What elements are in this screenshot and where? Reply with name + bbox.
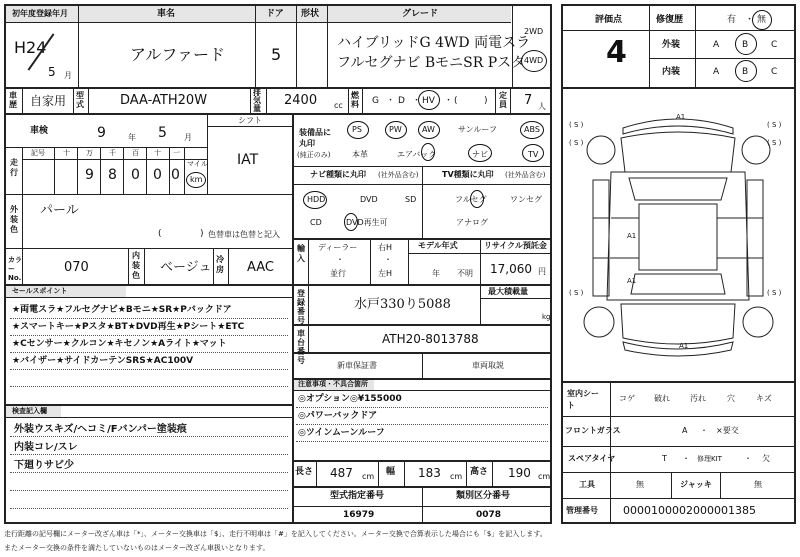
sales-point-line-4: ★バイザー★サイドカーテンSRS★AC100V (12, 356, 194, 366)
length-value: 487 (330, 466, 353, 480)
tv-analog: アナログ (456, 218, 488, 227)
category-value: 0078 (476, 510, 502, 520)
import-parallel: 並行 (330, 269, 346, 278)
chassis-label: 車台番号 (297, 329, 305, 365)
inspection-year: 9 (97, 125, 106, 141)
type-no-value: 16979 (343, 510, 375, 520)
sales-point-label: セールスポイント (12, 287, 68, 295)
exterior-label: 外装 (662, 40, 681, 50)
cc-unit: cc (334, 101, 343, 110)
footer-line-2: またメーター交換の条件を満たしていないものはメーター改ざん車扱いとなります。 (4, 544, 270, 552)
max-load-label: 最大積載量 (488, 287, 528, 296)
score-label: 評価点 (595, 15, 623, 25)
tire-label-1: ( S ) (569, 121, 584, 129)
ac-label: 冷房 (216, 255, 224, 274)
nav-hdd: HDD (307, 195, 326, 204)
ext-grade-a: A (713, 40, 720, 50)
drive-4wd: 4WD (524, 56, 544, 65)
rear-left-tire (584, 307, 614, 337)
equipment-label: 装備品に丸印 (299, 128, 331, 148)
month-unit: 月 (64, 71, 72, 80)
odo-digit-3: 0 (131, 167, 140, 183)
jack-value: 無 (754, 480, 762, 489)
fuel-paren-open: ( (454, 96, 458, 106)
inspection-year-unit: 年 (128, 133, 136, 142)
equip-sunroof: サンルーフ (458, 125, 497, 134)
rear-glass-outline (631, 274, 725, 294)
kg-unit: kg (542, 313, 551, 321)
nav-type-label: ナビ種類に丸印 (310, 170, 366, 179)
spare-dot2: ・ (744, 454, 752, 463)
registration-value: 水戸330り5088 (354, 297, 451, 312)
import-left-h: 左H (378, 269, 393, 278)
sales-point-line-3: ★Cセンサー★クルコン★キセノン★Aライト★マット (12, 339, 227, 349)
tire-label-3: ( S ) (569, 289, 584, 297)
capacity-value: 7 (524, 93, 533, 108)
windshield-outline (629, 178, 727, 200)
spare-dot1: ・ (682, 454, 690, 463)
color-paren-close: ) (200, 229, 204, 239)
ext-grade-b: B (742, 40, 749, 50)
tire-label-4: ( S ) (767, 289, 782, 297)
car-condition-diagram (563, 100, 794, 380)
width-value: 183 (418, 466, 441, 480)
length-label: 長さ (295, 467, 314, 477)
notes-line-2: ◎パワーバックドア (298, 411, 378, 421)
fuel-paren-close: ) (484, 96, 488, 106)
odo-mark-label: 記号 (31, 149, 45, 157)
grade-line1: ハイブリッドG 4WD 両電スラ (337, 35, 531, 51)
spare-t: T (662, 454, 667, 463)
height-unit: cm (538, 472, 551, 481)
tools-value: 無 (636, 480, 644, 489)
equip-pw: PW (389, 125, 402, 134)
ac-value: AAC (247, 260, 274, 275)
import-label: 輸入 (297, 244, 305, 263)
import-dot2: ・ (384, 255, 392, 264)
seat-scratch: キズ (756, 394, 772, 403)
color-value: パール (40, 203, 79, 218)
grade-label: グレード (402, 9, 439, 19)
odo-digit-1: 9 (85, 167, 94, 183)
footer-line-1: 走行距離の記号欄にメーター改ざん車は「*」、メーター交換車は「$」、走行不明車は「#」を記入してください。メーター交換で合算表示した場合にも「$」を記入します。 (4, 530, 547, 538)
nav-dvd: DVD (360, 195, 378, 204)
front-right-tire (742, 136, 770, 164)
color-no-value: 070 (64, 260, 89, 275)
usage-label: 車歴 (9, 91, 17, 109)
digit-label-sen: 千 (109, 149, 116, 157)
roof-outline (639, 204, 717, 270)
inspection-label: 車検 (30, 126, 49, 136)
spare-label: スペアタイヤ (568, 454, 616, 463)
door-count: 5 (271, 45, 282, 64)
damage-mark-1: A1 (676, 113, 686, 121)
fuel-label: 燃料 (351, 91, 359, 109)
rear-bumper-outline (621, 304, 735, 344)
shift-label: シフト (238, 116, 262, 125)
front-left-tire (587, 136, 615, 164)
km-label: km (190, 175, 203, 184)
fuel-dot1: ・ (386, 96, 396, 106)
seat-stain: 汚れ (690, 394, 706, 403)
interior-color-label: 内装色 (132, 251, 140, 280)
equip-abs: ABS (524, 125, 540, 134)
fuel-g: G (372, 96, 379, 106)
repair-opt-dot: ・ (745, 15, 755, 25)
seat-hole: 穴 (727, 394, 735, 403)
car-name-label: 車名 (157, 9, 176, 19)
damage-mark-3: A1 (627, 277, 637, 285)
interior-color-value: ベージュ (160, 260, 212, 275)
tire-label-6: ( S ) (767, 139, 782, 147)
displacement-value: 2400 (284, 93, 318, 108)
tire-label-5: ( S ) (569, 139, 584, 147)
import-dealer: ディーラー (318, 243, 358, 252)
registration-label: 登録番号 (297, 289, 305, 325)
inspection-month-unit: 月 (184, 133, 192, 142)
sales-point-line-2: ★スマートキー★Pスタ★BT★DVD再生★Pシート★ETC (12, 322, 245, 332)
glass-replace: ×要交 (716, 426, 739, 435)
mileage-label: 走行 (10, 158, 18, 177)
digit-label-ichi: 一 (173, 149, 180, 157)
inspector-line-1: 外装ウスキズ/ヘコミ/Fバンパー塗装痕 (14, 424, 187, 435)
door-label: ドア (266, 9, 284, 19)
notes-line-3: ◎ツインムーンルーフ (298, 428, 385, 438)
model-value: DAA-ATH20W (120, 93, 208, 108)
equip-tv: TV (528, 150, 539, 159)
first-reg-month: 5 (48, 65, 56, 79)
inspector-line-2: 内装コレ/スレ (14, 442, 78, 453)
nav-dvd-play: DVD再生可 (346, 218, 388, 227)
fuel-dot2: ・ (412, 96, 422, 106)
digit-label-hyaku: 百 (132, 149, 139, 157)
seat-burn: コゲ (619, 394, 635, 403)
first-reg-label: 初年度登録年月 (12, 9, 68, 18)
color-paren-open: ( (158, 229, 162, 239)
capacity-label: 定員 (499, 91, 507, 109)
mgmt-label: 管理番号 (566, 506, 598, 515)
inspector-line-3: 下廻りサビ少 (14, 460, 74, 471)
color-note: 色替車は色替と記入 (208, 230, 280, 239)
height-label: 高さ (470, 467, 489, 477)
tv-fullseg: フルセグ (455, 195, 487, 204)
tv-type-sub: (社外品含む) (505, 171, 546, 179)
usage-value: 自家用 (30, 94, 67, 108)
hood-outline (621, 132, 735, 172)
int-grade-b: B (742, 67, 749, 77)
shape-label: 形状 (301, 9, 320, 19)
equip-leather: 本革 (352, 150, 368, 159)
drive-2wd: 2WD (524, 27, 544, 36)
color-label: 外装色 (10, 205, 18, 234)
recycle-label: リサイクル預託金 (484, 241, 547, 250)
import-right-h: 右H (378, 243, 393, 252)
glass-label: フロントガラス (565, 426, 621, 435)
tv-oneseg: ワンセグ (510, 195, 542, 204)
interior-label: 内装 (662, 67, 681, 77)
new-car-warranty: 新車保証書 (337, 361, 377, 370)
height-value: 190 (508, 466, 531, 480)
equipment-sublabel: (純正のみ) (297, 151, 331, 159)
digit-label-juu: 十 (154, 149, 161, 157)
width-unit: cm (450, 472, 463, 481)
equip-nav: ナビ (472, 150, 488, 159)
repair-opt-none: 無 (757, 15, 767, 25)
grade-line2: フルセグナビ BモニSR Pスタ (337, 55, 526, 71)
damage-mark-4: A1 (679, 342, 689, 350)
int-grade-a: A (713, 67, 720, 77)
recycle-unit: 円 (538, 267, 546, 276)
odo-digit-4: 0 (153, 167, 162, 183)
digit-label-man: 万 (86, 149, 93, 157)
equip-ps: PS (352, 125, 362, 134)
jack-label: ジャッキ (680, 480, 712, 489)
fuel-dot3: ・ (444, 96, 454, 106)
sales-point-line-1: ★両電スラ★フルセグナビ★Bモニ★SR★Pバックドア (12, 305, 232, 315)
recycle-value: 17,060 (490, 262, 532, 276)
model-year-unknown: 不明 (457, 269, 473, 278)
color-no-label: カラーNo. (8, 256, 22, 282)
tools-label: 工具 (579, 480, 595, 489)
mgmt-value: 0000100002000001385 (623, 504, 756, 517)
digit-label-ten-man: 十 (63, 149, 70, 157)
fuel-hv: HV (422, 96, 435, 106)
category-label: 類別区分番号 (456, 491, 511, 501)
damage-mark-2: A1 (627, 232, 637, 240)
first-reg-era: H24 (14, 38, 47, 57)
glass-a: A (682, 426, 688, 435)
ext-grade-c: C (771, 40, 778, 50)
vehicle-manual: 車両取説 (472, 361, 504, 370)
capacity-unit: 人 (538, 102, 546, 111)
equip-airbag: エアバック (397, 150, 437, 159)
spare-kit: 修理KIT (697, 455, 722, 463)
import-dot: ・ (336, 255, 344, 264)
nav-type-sub: (社外品含む) (378, 171, 419, 179)
width-label: 幅 (386, 467, 396, 477)
notes-label: 注意事項・不具合箇所 (298, 380, 368, 388)
glass-dot: ・ (700, 426, 708, 435)
nav-cd: CD (310, 218, 322, 227)
left-side-panel (593, 180, 609, 296)
rear-right-tire (743, 307, 773, 337)
score-value: 4 (606, 35, 627, 70)
repair-opt-yes: 有 (727, 15, 737, 25)
mile-label: マイル (187, 160, 208, 168)
right-side-panel (747, 180, 763, 296)
model-label: 型式 (76, 91, 84, 109)
tire-label-2: ( S ) (767, 121, 782, 129)
spare-missing: 欠 (762, 454, 770, 463)
repair-label: 修復歴 (656, 15, 684, 25)
odo-digit-5: 0 (171, 167, 180, 183)
displacement-label: 排気量 (253, 88, 261, 113)
equip-aw: AW (422, 125, 435, 134)
length-unit: cm (362, 472, 375, 481)
type-no-label: 型式指定番号 (330, 491, 385, 501)
car-name: アルファード (130, 45, 226, 64)
model-year-label: モデル年式 (418, 241, 458, 250)
nav-sd: SD (405, 195, 417, 204)
notes-line-1: ◎オプション◎¥155000 (298, 394, 402, 404)
inspector-label: 検査記入欄 (12, 407, 47, 415)
inspection-month: 5 (158, 125, 167, 141)
fuel-d: D (398, 96, 405, 106)
seat-tear: 破れ (654, 394, 670, 403)
chassis-value: ATH20-8013788 (382, 332, 479, 346)
model-year-unit: 年 (432, 269, 440, 278)
int-grade-c: C (771, 67, 778, 77)
shift-value: IAT (237, 152, 259, 168)
odo-digit-2: 8 (108, 167, 117, 183)
seat-label: 室内シート (567, 389, 599, 410)
tv-type-label: TV種類に丸印 (442, 170, 494, 179)
